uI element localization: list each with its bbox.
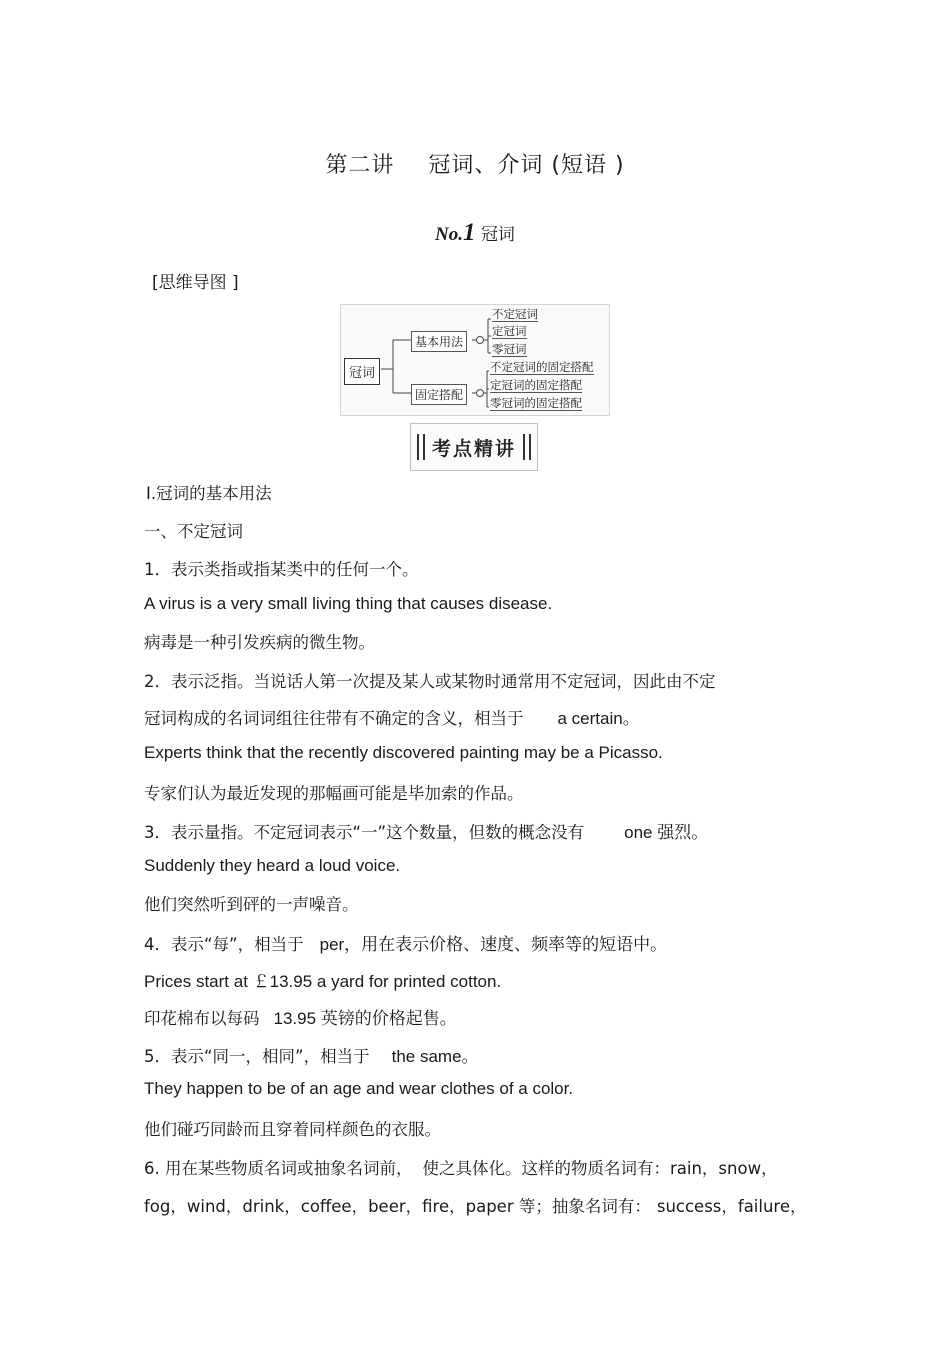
mindmap-diagram <box>340 304 610 416</box>
rule-6-line2: fog，wind，drink，coffee，beer，fire，paper 等；抽象名词有： success，failure， <box>144 1197 807 1216</box>
rule-3: 3．表示量指。不定冠词表示“一”这个数量，但数的概念没有 one 强烈。 <box>144 823 709 842</box>
rule-4: 4．表示“每”，相当于 per，用在表示价格、速度、频率等的短语中。 <box>144 935 668 954</box>
mindmap-branch-fixed: 固定搭配 <box>411 384 467 405</box>
example-en-5: They happen to be of an age and wear clothes of a color. <box>144 1079 574 1098</box>
rule-5: 5．表示“同一，相同”，相当于 the same。 <box>144 1047 479 1066</box>
section-heading <box>0 219 950 247</box>
mindmap-branch-basic: 基本用法 <box>411 331 467 352</box>
example-zh-1: 病毒是一种引发疾病的微生物。 <box>144 633 375 652</box>
example-en-4: Prices start at ￡13.95 a yard for printed cotton. <box>144 972 502 991</box>
title-lecture: 第二讲 <box>325 153 395 178</box>
mindmap-root: 冠词 <box>344 358 380 385</box>
example-en-3: Suddenly they heard a loud voice. <box>144 856 401 875</box>
example-en-2: Experts think that the recently discovered painting may be a Picasso. <box>144 743 663 762</box>
key-points-banner <box>410 423 538 471</box>
heading-basic-usage: Ⅰ.冠词的基本用法 <box>146 484 272 503</box>
example-zh-2: 专家们认为最近发现的那幅画可能是毕加索的作品。 <box>144 784 524 803</box>
mindmap-leaf: 定冠词 <box>492 324 527 338</box>
subheading-indefinite-article: 一、不定冠词 <box>144 522 243 541</box>
banner-text: 考点精讲 <box>431 437 516 460</box>
example-en-1: A virus is a very small living thing that causes disease. <box>144 594 553 613</box>
mindmap-leaf: 定冠词的固定搭配 <box>490 378 582 392</box>
mindmap-leaf: 不定冠词的固定搭配 <box>490 360 594 374</box>
example-zh-5: 他们碰巧同龄而且穿着同样颜色的衣服。 <box>144 1120 441 1139</box>
mindmap-label: [思维导图 ] <box>152 273 239 293</box>
rule-2-line1: 2．表示泛指。当说话人第一次提及某人或某物时通常用不定冠词，因此由不定 <box>144 672 716 691</box>
title-topic: 冠词、介词 (短语 ) <box>428 153 625 178</box>
rule-6-line1: 6. 用在某些物质名词或抽象名词前， 使之具体化。这样的物质名词有：rain，snow， <box>144 1159 778 1178</box>
example-zh-3: 他们突然听到砰的一声噪音。 <box>144 895 359 914</box>
mindmap-leaf: 零冠词的固定搭配 <box>490 396 582 410</box>
rule-2-line2: 冠词构成的名词词组往往带有不确定的含义，相当于 a certain。 <box>144 709 640 728</box>
page-title <box>0 148 950 179</box>
mindmap-leaf: 不定冠词 <box>492 307 538 321</box>
section-label: 冠词 <box>480 225 515 245</box>
section-number: No.1 <box>435 219 476 246</box>
rule-1: 1．表示类指或指某类中的任何一个。 <box>144 560 419 579</box>
mindmap-leaf: 零冠词 <box>492 342 527 356</box>
example-zh-4: 印花棉布以每码 13.95 英镑的价格起售。 <box>144 1009 457 1028</box>
